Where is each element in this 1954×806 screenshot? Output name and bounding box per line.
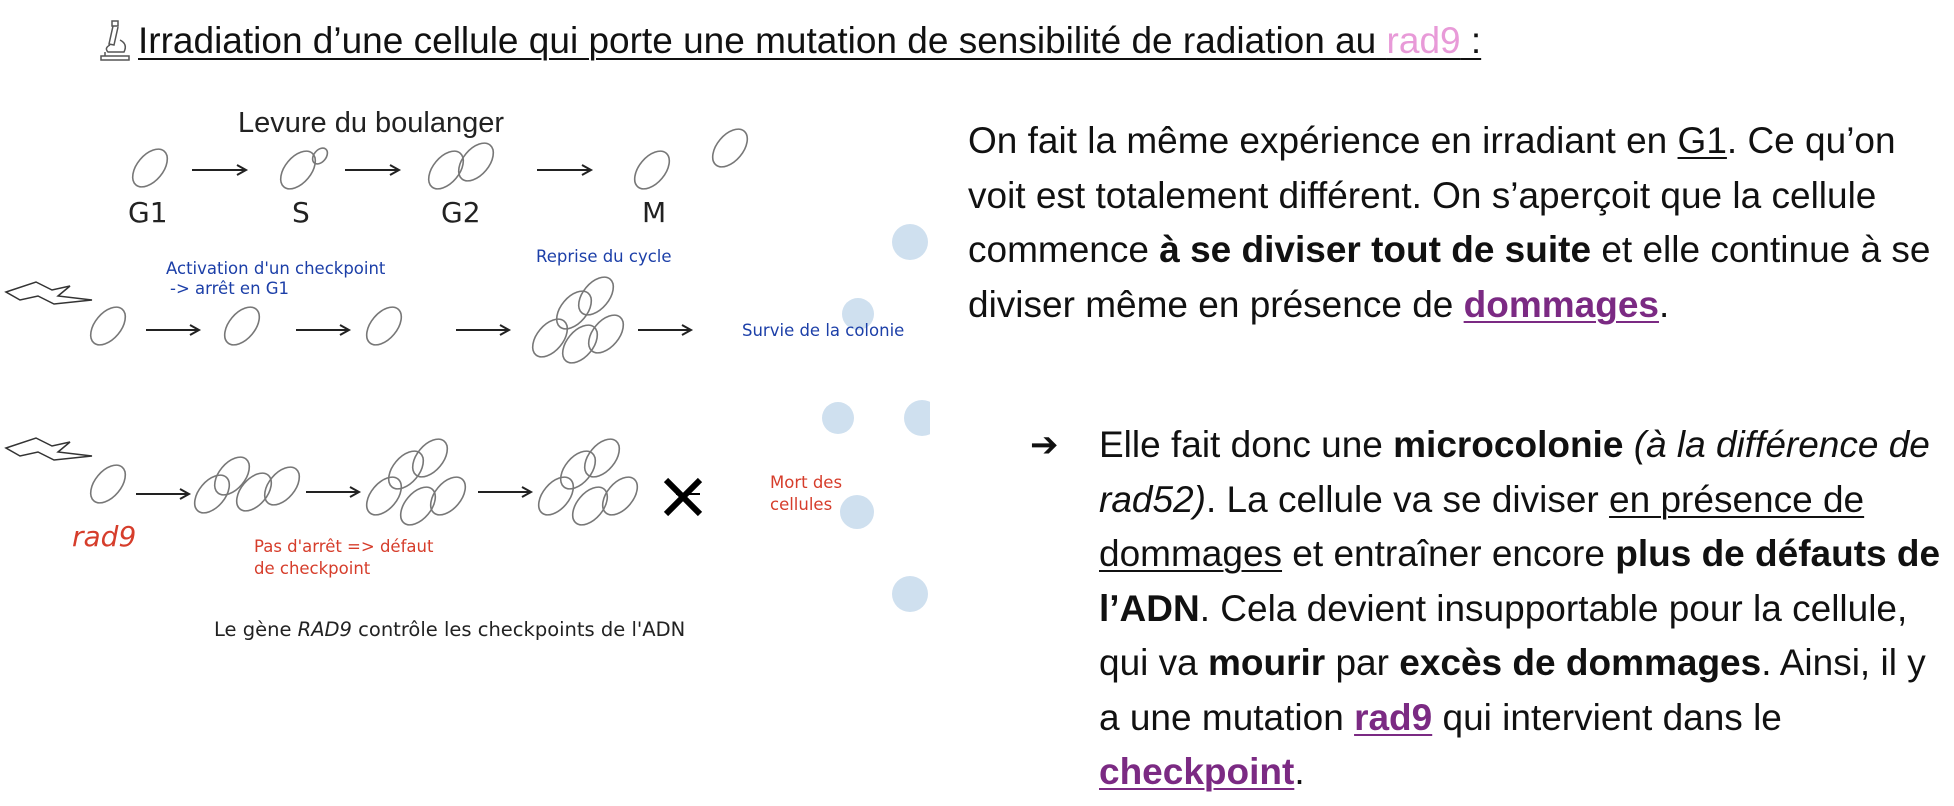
- mutant-label-rad9: rad9: [72, 520, 137, 553]
- cell-cycle-diagram: [0, 96, 930, 656]
- term-checkpoint: checkpoint: [1099, 751, 1295, 792]
- note-reprise: Reprise du cycle: [536, 247, 672, 266]
- note-mort-line1: Mort des: [770, 473, 843, 492]
- heading-text: Irradiation d’une cellule qui porte une mutation de sensibilité de radiation au rad9 :: [138, 20, 1482, 61]
- note-pas-line2: de checkpoint: [254, 559, 371, 578]
- row-irradiated-rad9: [6, 433, 842, 578]
- cell-cycle-figure: [0, 96, 930, 656]
- g1-term: G1: [1677, 120, 1727, 161]
- note-mort-line2: cellules: [770, 495, 833, 514]
- stage-label-s: S: [292, 196, 310, 229]
- microscope-icon: [96, 18, 134, 66]
- section-heading: [96, 16, 1481, 66]
- death-cross-icon: [666, 480, 700, 514]
- note-pas-line1: Pas d'arrêt => défaut: [254, 537, 434, 556]
- term-rad9: rad9: [1354, 696, 1433, 738]
- stage-label-g1: G1: [128, 196, 168, 229]
- note-survie: Survie de la colonie: [742, 321, 905, 340]
- lightning-icon: [6, 438, 92, 460]
- explanation-paragraph: On fait la même expérience en irradiant en G1. Ce qu’on voit est totalement différent. On s’aperçoit que la cellule commence à se diviser tout de suite et elle continue à se diviser même en présence de dommages.: [968, 120, 1931, 325]
- stage-label-m: M: [642, 196, 667, 229]
- arrow-right-icon: ➔: [1030, 426, 1059, 464]
- figure-caption: Le gène RAD9 contrôle les checkpoints de l'ADN: [214, 618, 686, 641]
- lightning-icon: [6, 282, 92, 304]
- note-activation-line1: Activation d'un checkpoint: [166, 259, 386, 278]
- background-dots: [822, 224, 930, 612]
- heading-highlight-rad9: rad9: [1386, 20, 1461, 61]
- stage-label-g2: G2: [441, 196, 481, 229]
- bullet-text: Elle fait donc une microcolonie (à la différence de rad52). La cellule va se diviser en présence de dommages et entraîner encore plus de défauts de l’ADN. Cela devient insupportable pour la cellule, qui va mourir par excès de dommages. Ainsi, il y a une mutation rad9 qui intervient dans le checkpoint.: [1099, 424, 1941, 792]
- note-activation-line2: -> arrêt en G1: [170, 279, 290, 298]
- row-irradiated-wildtype: [6, 247, 904, 369]
- figure-title: Levure du boulanger: [238, 107, 505, 139]
- term-dommages: dommages: [1463, 283, 1659, 325]
